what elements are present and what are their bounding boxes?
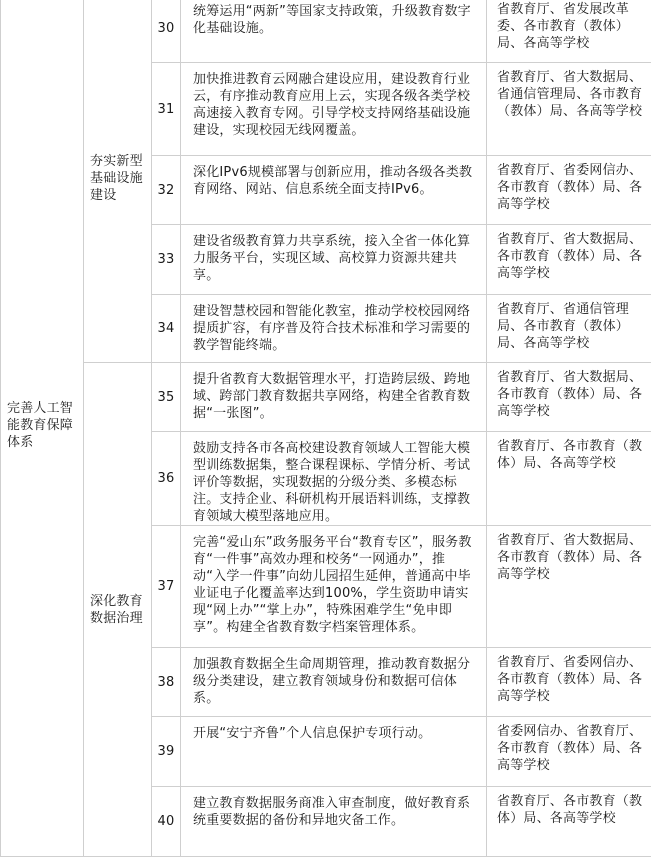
responsible-cell: 省教育厅、各市教育（教体）局、各高等学校 <box>487 432 651 526</box>
responsible-cell: 省教育厅、省通信管理局、各市教育（教体）局、各高等学校 <box>487 295 651 363</box>
task-cell: 统筹运用“两新”等国家支持政策，升级教育数字化基础设施。 <box>181 0 487 63</box>
task-cell: 加快推进教育云网融合建设应用，建设教育行业云，有序推动教育应用上云，实现各级各类学校高速接入教育专网。引导学校支持网络基础设施建设，实现校园无线网覆盖。 <box>181 63 487 156</box>
responsible-cell: 省教育厅、省大数据局、各市教育（教体）局、各高等学校 <box>487 225 651 295</box>
row-number: 35 <box>152 363 181 432</box>
responsible-cell: 省教育厅、省发展改革委、各市教育（教体）局、各高等学校 <box>487 0 651 63</box>
responsible-cell: 省教育厅、省大数据局、各市教育（教体）局、各高等学校 <box>487 526 651 648</box>
task-cell: 提升省教育大数据管理水平，打造跨层级、跨地域、跨部门教育数据共享网络，构建全省教育数据“一张图”。 <box>181 363 487 432</box>
responsible-cell: 省委网信办、省教育厅、各市教育（教体）局、各高等学校 <box>487 717 651 787</box>
row-number: 40 <box>152 787 181 857</box>
row-number: 36 <box>152 432 181 526</box>
row-number: 38 <box>152 648 181 717</box>
responsible-cell: 省教育厅、各市教育（教体）局、各高等学校 <box>487 787 651 857</box>
area-cell: 完善人工智能教育保障体系 <box>1 0 84 857</box>
task-cell: 完善“爱山东”政务服务平台“教育专区”，服务教育“一件事”高效办理和校务“一网通办”，推动“入学一件事”向幼儿园招生延伸，普通高中毕业证电子化覆盖率达到100%，学生资助申请实现“网上办”“掌上办”，特殊困难学生“免申即享”。构建全省教育数字档案管理体系。 <box>181 526 487 648</box>
table-row <box>1 363 651 432</box>
task-cell: 建立教育数据服务商准入审查制度，做好教育系统重要数据的备份和异地灾备工作。 <box>181 787 487 857</box>
row-number: 37 <box>152 526 181 648</box>
table-row <box>1 0 651 63</box>
row-number: 32 <box>152 156 181 225</box>
row-number: 30 <box>152 0 181 63</box>
responsible-cell: 省教育厅、省大数据局、省通信管理局、各市教育（教体）局、各高等学校 <box>487 63 651 156</box>
row-number: 34 <box>152 295 181 363</box>
responsible-cell: 省教育厅、省大数据局、各市教育（教体）局、各高等学校 <box>487 363 651 432</box>
responsible-cell: 省教育厅、省委网信办、各市教育（教体）局、各高等学校 <box>487 156 651 225</box>
task-cell: 建设智慧校园和智能化教室，推动学校校园网络提质扩容，有序普及符合技术标准和学习需要的教学智能终端。 <box>181 295 487 363</box>
group-cell-data-governance: 深化教育数据治理 <box>84 363 152 857</box>
responsible-cell: 省教育厅、省委网信办、各市教育（教体）局、各高等学校 <box>487 648 651 717</box>
task-cell: 建设省级教育算力共享系统，接入全省一体化算力服务平台，实现区域、高校算力资源共建共享。 <box>181 225 487 295</box>
task-cell: 鼓励支持各市各高校建设教育领域人工智能大模型训练数据集，整合课程课标、学情分析、考试评价等数据，实现数据的分级分类、多模态标注。支持企业、科研机构开展语料训练，支撑教育领域大模型落地应用。 <box>181 432 487 526</box>
row-number: 39 <box>152 717 181 787</box>
task-cell: 深化IPv6规模部署与创新应用，推动各级各类教育网络、网站、信息系统全面支持IPv6。 <box>181 156 487 225</box>
task-cell: 加强教育数据全生命周期管理，推动教育数据分级分类建设，建立教育领域身份和数据可信体系。 <box>181 648 487 717</box>
group-cell-infrastructure: 夯实新型基础设施建设 <box>84 0 152 363</box>
row-number: 33 <box>152 225 181 295</box>
task-cell: 开展“安宁齐鲁”个人信息保护专项行动。 <box>181 717 487 787</box>
row-number: 31 <box>152 63 181 156</box>
